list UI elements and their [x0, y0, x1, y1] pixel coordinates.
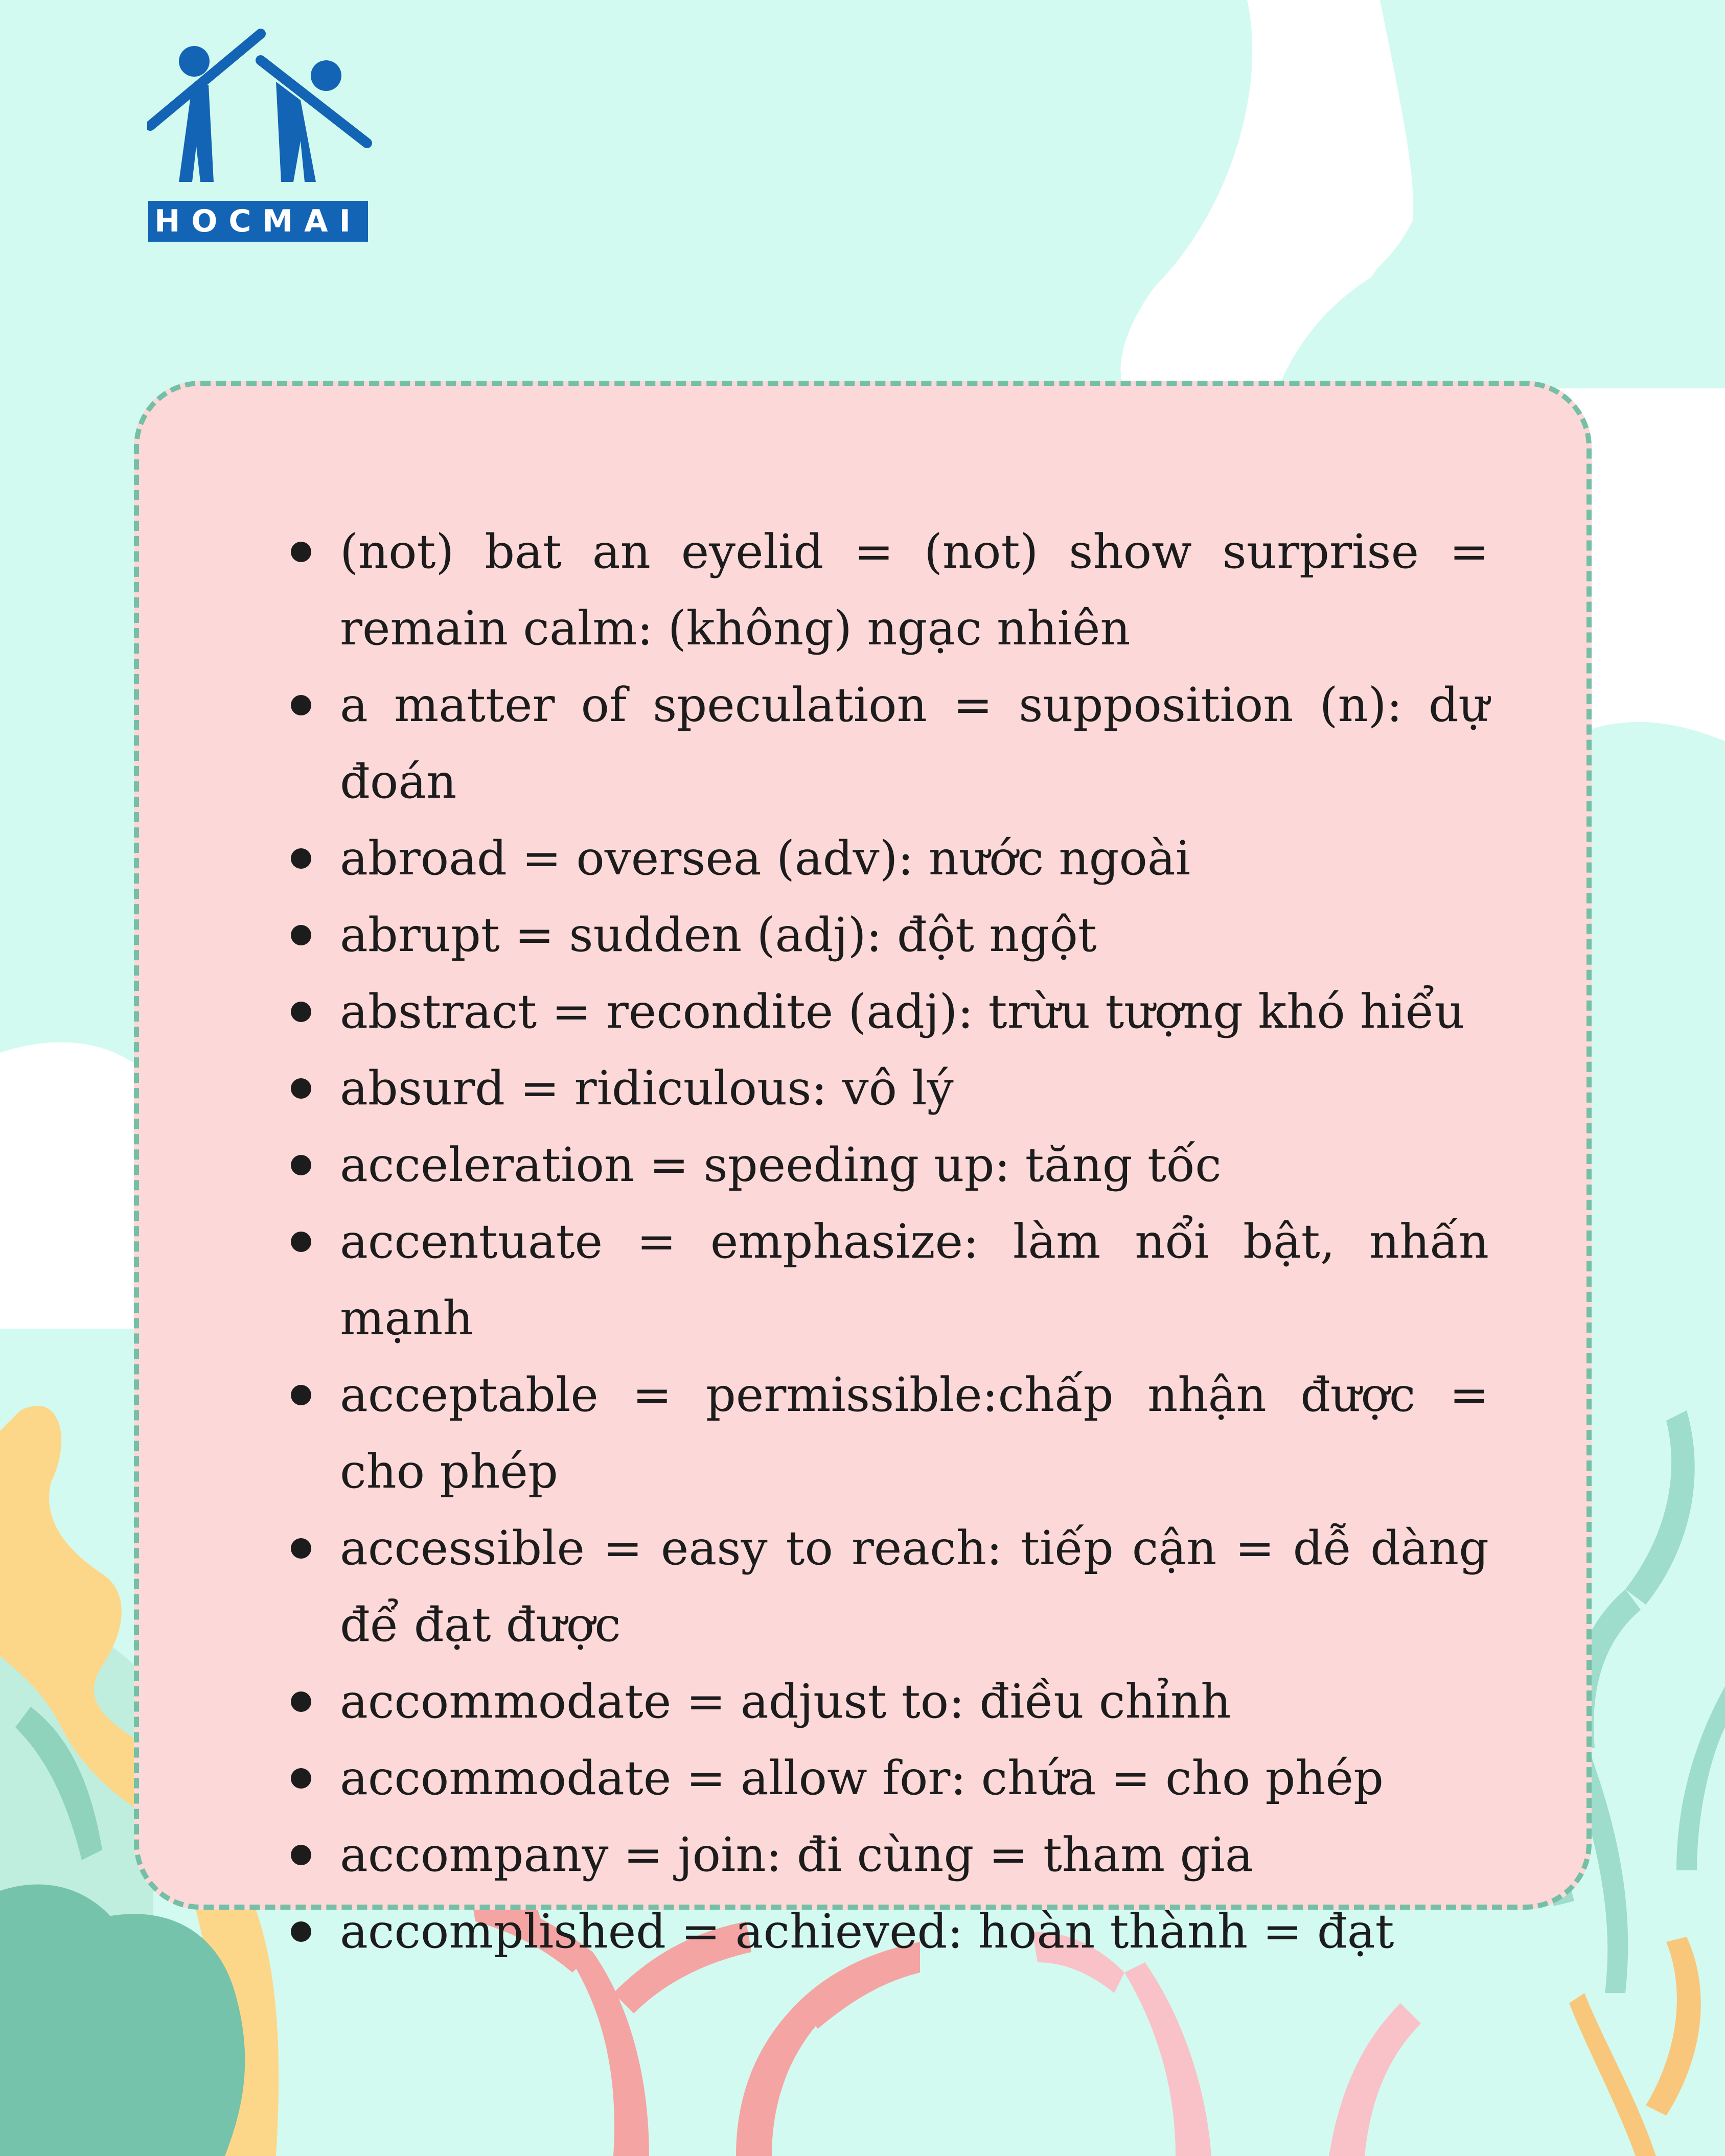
vocab-item: accentuate = emphasize: làm nổi bật, nhấn mạnh	[340, 1203, 1489, 1357]
vocab-item: accommodate = adjust to: điều chỉnh	[340, 1663, 1489, 1740]
logo-wordmark: HOCMAI	[148, 201, 368, 242]
yellow-coral-right	[1569, 1937, 1701, 2156]
vocab-item: abstract = recondite (adj): trừu tượng khó hiểu	[340, 973, 1489, 1050]
vocab-item: a matter of speculation = supposition (n): dự đoán	[340, 667, 1489, 820]
vocab-item: abrupt = sudden (adj): đột ngột	[340, 897, 1489, 973]
vocab-item: accessible = easy to reach: tiếp cận = dễ dàng để đạt được	[340, 1510, 1489, 1663]
vocab-item: abroad = oversea (adv): nước ngoài	[340, 820, 1489, 897]
vocab-list	[340, 514, 1489, 1970]
vocab-item: acceptable = permissible:chấp nhận được = cho phép	[340, 1357, 1489, 1510]
vocab-card	[134, 381, 1592, 1959]
hocmai-logo	[147, 29, 372, 248]
vocab-item: accommodate = allow for: chứa = cho phép	[340, 1740, 1489, 1817]
vocab-item: accompany = join: đi cùng = tham gia	[340, 1817, 1489, 1893]
vocab-item: accomplished = achieved: hoàn thành = đạt	[340, 1893, 1489, 1970]
vocab-item: (not) bat an eyelid = (not) show surprise = remain calm: (không) ngạc nhiên	[340, 514, 1489, 667]
vocab-item: acceleration = speeding up: tăng tốc	[340, 1127, 1489, 1203]
vocab-item: absurd = ridiculous: vô lý	[340, 1050, 1489, 1127]
